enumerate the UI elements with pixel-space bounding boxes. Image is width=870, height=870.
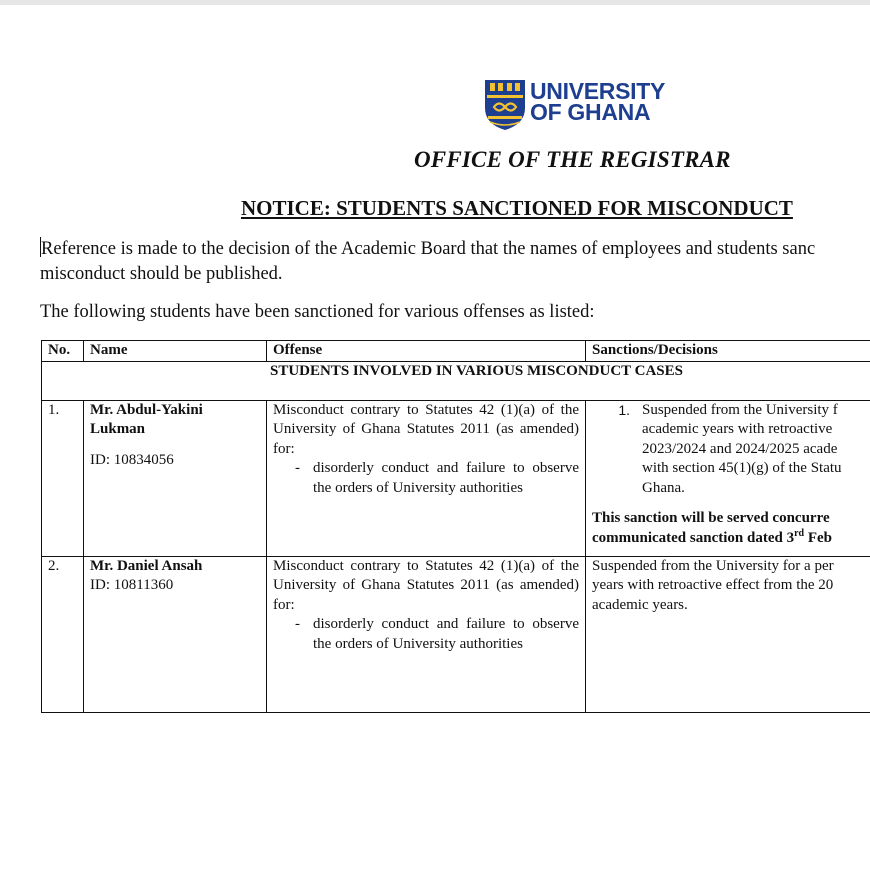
logo-text-line2: OF GHANA [530,99,651,125]
intro-paragraph-line2: misconduct should be published. [40,264,283,284]
concurrent-month: Feb [804,529,833,546]
sanction-line: Ghana. [642,479,685,496]
top-border [0,0,870,5]
student-name: Mr. Daniel Ansah [90,557,203,574]
offense-intro: Misconduct contrary to Statutes 42 (1)(a) of the University of Ghana Statutes 2011 (as amended) for: [273,557,579,613]
student-name-line2: Lukman [90,421,146,437]
intro-line1-text: Reference is made to the decision of the Academic Board that the names of employees and students sanc [41,239,816,259]
table-row [42,556,870,712]
offense-cell [267,556,586,712]
intro-paragraph-line3: The following students have been sanctioned for various offenses as listed: [40,302,595,322]
sanctions-table [41,340,870,713]
sanction-number: 1. [618,401,630,418]
sanction-line: with section 45(1)(g) of the Statu [642,460,842,476]
sanction-cell [586,400,870,556]
header-offense: Offense [267,341,586,362]
concurrent-line2 [592,529,870,549]
crest-icon [482,78,528,132]
sanction-text [642,401,842,499]
offense-bullet-text: disorderly conduct and failure to observe the orders of University authorities [313,616,579,652]
offense-intro: Misconduct contrary to Statutes 42 (1)(a) of the University of Ghana Statutes 2011 (as amended) for: [273,401,579,457]
sanction-cell [586,556,870,712]
sanction-line: Suspended from the University f [642,401,838,418]
office-title: OFFICE OF THE REGISTRAR [414,147,731,172]
row-number: 2. [42,556,84,712]
concurrent-line2-text: communicated sanction dated 3 [592,529,795,546]
student-id: ID: 10811360 [90,577,174,593]
student-cell [84,556,267,712]
offense-bullet-text: disorderly conduct and failure to observe the orders of University authorities [313,460,579,496]
concurrent-line1: This sanction will be served concurre [592,510,830,526]
header-sanctions: Sanctions/Decisions [586,341,870,362]
student-cell [84,400,267,556]
university-logo [482,78,672,134]
intro-paragraph-line1 [40,237,815,260]
sanction-item [592,401,870,499]
offense-bullet [273,459,579,498]
sanction-line: academic years. [592,596,688,613]
table-header-row [42,341,870,362]
bullet-dash: - [295,616,300,632]
header-no: No. [42,341,84,362]
sanction-line: 2023/2024 and 2024/2025 acade [642,440,838,457]
student-name-line1: Mr. Abdul-Yakini [90,401,203,418]
ordinal-suffix: rd [794,527,805,539]
table-banner-row [42,361,870,400]
sanction-line: years with retroactive effect from the 20 [592,577,834,593]
bullet-dash: - [295,460,300,476]
sanction-line: academic years with retroactive [642,421,833,437]
offense-bullet [273,615,579,654]
banner-cell [42,361,870,400]
sanction-line: Suspended from the University for a per [592,557,834,574]
notice-title: NOTICE: STUDENTS SANCTIONED FOR MISCONDUCT [241,196,793,220]
header-name: Name [84,341,267,362]
concurrent-note [592,509,870,548]
offense-cell [267,400,586,556]
table-row [42,400,870,556]
row-number: 1. [42,400,84,556]
banner-text: STUDENTS INVOLVED IN VARIOUS MISCONDUCT CASES [269,362,683,379]
logo-text-line1: UNIVERSITY [530,78,666,104]
student-id: ID: 10834056 [90,451,174,468]
